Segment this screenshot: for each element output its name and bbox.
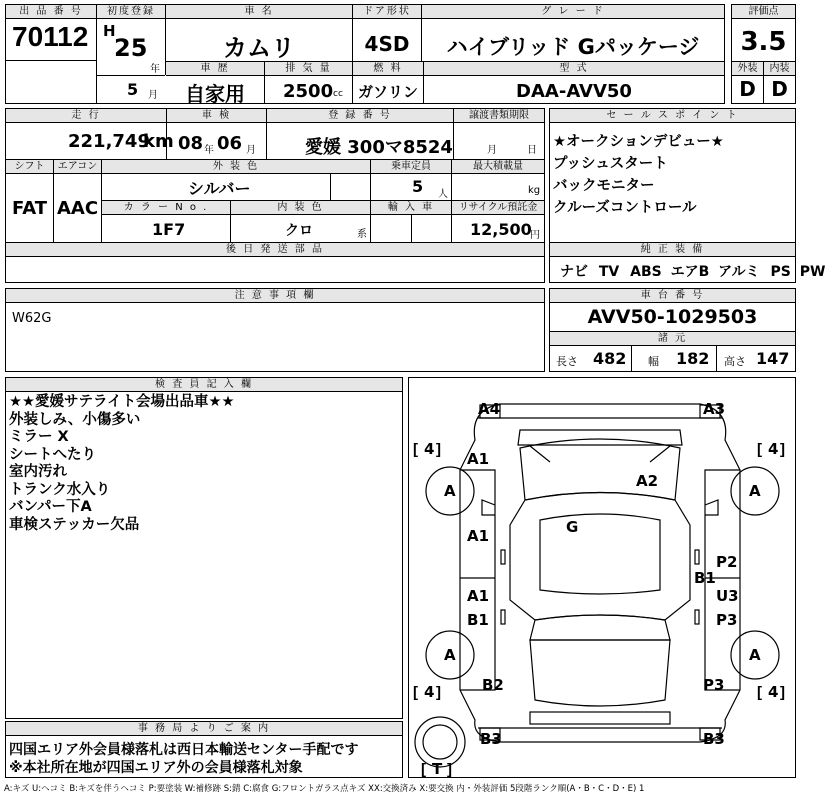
int-grade: D bbox=[771, 77, 788, 101]
remark-line: シートへたり bbox=[9, 446, 96, 463]
width-label: 幅 bbox=[648, 355, 659, 368]
tire-rr-mark: A bbox=[749, 646, 761, 664]
car-diagram bbox=[409, 378, 795, 777]
office-line: 四国エリア外会員様落札は西日本輸送センター手配です bbox=[9, 742, 359, 758]
history-label: 車 歴 bbox=[166, 62, 264, 76]
displacement: 2500 bbox=[283, 81, 334, 102]
mark-a1-mid: A1 bbox=[467, 527, 490, 545]
load-unit: kg bbox=[528, 185, 541, 196]
ac: AAC bbox=[56, 198, 99, 219]
length: 482 bbox=[593, 349, 627, 368]
svg-text:]: ] bbox=[447, 761, 452, 778]
mileage-unit: km bbox=[143, 131, 174, 152]
model-label: 型 式 bbox=[424, 62, 724, 76]
transfer-day-unit: 日 bbox=[527, 145, 537, 156]
int-color: クロ bbox=[285, 223, 313, 239]
mark-b1-left: B1 bbox=[467, 611, 489, 629]
remark-line: ★★愛媛サテライト会場出品車★★ bbox=[9, 394, 235, 410]
mark-p3-mid: P3 bbox=[716, 611, 738, 629]
mark-b3-right: B3 bbox=[703, 730, 725, 748]
capacity-unit: 人 bbox=[438, 189, 448, 200]
door-type: 4SD bbox=[364, 32, 410, 56]
car-name: カムリ bbox=[223, 34, 295, 62]
svg-text:[: [ bbox=[757, 684, 762, 701]
mark-u3: U3 bbox=[716, 587, 739, 605]
tread-rr: 4 bbox=[768, 683, 779, 701]
mileage-label: 走 行 bbox=[6, 109, 166, 123]
mark-p2: P2 bbox=[716, 553, 738, 571]
equipment-item: ナビ bbox=[560, 264, 588, 280]
ext-color: シルバー bbox=[188, 179, 251, 198]
reg-year-unit: 年 bbox=[150, 64, 160, 75]
svg-text:[: [ bbox=[413, 684, 418, 701]
inspection-label: 車 検 bbox=[167, 109, 266, 123]
shift: FAT bbox=[11, 198, 48, 219]
model: DAA-AVV50 bbox=[516, 81, 632, 102]
insp-month-unit: 月 bbox=[246, 145, 256, 156]
mark-a2: A2 bbox=[636, 472, 659, 490]
import-label: 輸 入 車 bbox=[371, 201, 451, 215]
grade: ハイブリッド Gパッケージ bbox=[446, 35, 700, 59]
spare-tire-mark: T bbox=[432, 760, 443, 778]
mark-a1-low: A1 bbox=[467, 587, 490, 605]
svg-text:]: ] bbox=[780, 684, 785, 701]
notes-label: 注 意 事 項 欄 bbox=[6, 289, 544, 303]
tread-fl: 4 bbox=[424, 440, 435, 458]
insp-year-unit: 年 bbox=[204, 145, 214, 156]
car-name-label: 車 名 bbox=[166, 5, 352, 19]
inspector-remarks bbox=[9, 394, 235, 534]
chassis-label: 車 台 番 号 bbox=[550, 289, 795, 303]
equipment-item: TV bbox=[598, 264, 620, 280]
shift-label: シフト bbox=[6, 160, 53, 174]
plate: 愛媛 300マ8524 bbox=[305, 137, 453, 158]
door-label: ドア形状 bbox=[353, 5, 421, 19]
svg-text:[: [ bbox=[757, 441, 762, 458]
remark-line: ミラー X bbox=[9, 429, 69, 445]
plate-label: 登 録 番 号 bbox=[267, 109, 453, 123]
height-label: 高さ bbox=[724, 355, 746, 368]
later-parts-label: 後 日 発 送 部 品 bbox=[6, 243, 544, 257]
equipment-list bbox=[560, 261, 825, 281]
svg-text:[: [ bbox=[421, 761, 426, 778]
capacity-label: 乗車定員 bbox=[371, 160, 451, 174]
mark-a1-top: A1 bbox=[467, 450, 490, 468]
sales-point-item: クルーズコントロール bbox=[553, 200, 697, 216]
equipment-item: PS bbox=[770, 264, 791, 280]
history: 自家用 bbox=[185, 82, 245, 106]
svg-text:[: [ bbox=[413, 441, 418, 458]
office-label: 事 務 局 よ り ご 案 内 bbox=[6, 722, 402, 736]
recycle-label: リサイクル預託金 bbox=[452, 201, 544, 215]
length-label: 長さ bbox=[556, 355, 578, 368]
inspector-label: 検 査 員 記 入 欄 bbox=[6, 378, 402, 392]
chassis-number: AVV50-1029503 bbox=[587, 306, 758, 328]
legend: A:キズ U:ヘコミ B:キズを伴うヘコミ P:要塗装 W:補修跡 S:錆 C:腐食 G:フロントガラス点キズ XX:交換済み X:要交換 内・外装評価 5段階ランク順(A・B・C・D・E) 1 bbox=[4, 784, 645, 794]
svg-text:]: ] bbox=[436, 441, 441, 458]
tire-rl-mark: A bbox=[444, 646, 456, 664]
svg-text:]: ] bbox=[436, 684, 441, 701]
equipment-item: PW bbox=[799, 264, 825, 280]
sales-point-item: プッシュスタート bbox=[553, 156, 668, 172]
sales-points-label: セ ー ル ス ポ イ ン ト bbox=[550, 109, 795, 123]
notes-text: W62G bbox=[12, 311, 52, 326]
int-color-label: 内 装 色 bbox=[231, 201, 370, 215]
recycle: 12,500 bbox=[470, 220, 532, 239]
remark-line: 外装しみ、小傷多い bbox=[9, 411, 141, 428]
mark-a4: A4 bbox=[478, 400, 501, 418]
transfer-label: 譲渡書類期限 bbox=[454, 109, 544, 123]
mark-b1-right: B1 bbox=[694, 569, 716, 587]
lot-number: 70112 bbox=[12, 21, 89, 52]
mark-b2: B2 bbox=[482, 676, 504, 694]
ext-grade: D bbox=[739, 77, 756, 101]
grade-label: グ レ ー ド bbox=[422, 5, 724, 19]
mark-b3-left: B3 bbox=[480, 730, 502, 748]
int-color-unit: 系 bbox=[357, 229, 367, 240]
first-reg-label: 初度登録 bbox=[97, 5, 165, 19]
transfer-month-unit: 月 bbox=[487, 145, 497, 156]
mark-g: G bbox=[566, 518, 579, 536]
tire-fr-mark: A bbox=[749, 482, 761, 500]
mark-a3: A3 bbox=[703, 400, 726, 418]
equipment-item: アルミ bbox=[718, 264, 760, 280]
remark-line: バンパー下A bbox=[9, 499, 92, 515]
ext-color-label: 外 装 色 bbox=[102, 160, 370, 174]
color-no: 1F7 bbox=[152, 220, 186, 239]
color-no-label: カ ラ ー N o . bbox=[102, 201, 230, 215]
recycle-unit: 円 bbox=[530, 230, 540, 241]
remark-line: トランク水入り bbox=[9, 481, 111, 498]
width: 182 bbox=[676, 349, 710, 368]
remark-line: 車検ステッカー欠品 bbox=[9, 516, 140, 533]
era: H bbox=[103, 22, 116, 40]
ac-label: エアコン bbox=[54, 160, 101, 174]
capacity: 5 bbox=[412, 177, 424, 196]
equipment-label: 純 正 装 備 bbox=[550, 243, 795, 257]
sales-point-item: バックモニター bbox=[553, 178, 655, 194]
mileage: 221,749 bbox=[68, 131, 150, 152]
insp-year: 08 bbox=[178, 133, 204, 154]
displacement-unit: cc bbox=[333, 89, 343, 99]
office-line: ※本社所在地が四国エリア外の会員様落札対象 bbox=[9, 760, 303, 776]
dims-label: 諸 元 bbox=[550, 332, 795, 346]
remark-line: 室内汚れ bbox=[9, 464, 67, 480]
insp-month: 06 bbox=[217, 133, 243, 154]
load-label: 最大積載量 bbox=[452, 160, 544, 174]
score: 3.5 bbox=[740, 27, 787, 57]
fuel-label: 燃 料 bbox=[353, 62, 423, 76]
score-label: 評価点 bbox=[732, 5, 795, 19]
tread-rl: 4 bbox=[424, 683, 435, 701]
fuel: ガソリン bbox=[357, 83, 418, 101]
mark-p3-low: P3 bbox=[703, 676, 725, 694]
reg-month-unit: 月 bbox=[148, 90, 158, 101]
int-grade-label: 内装 bbox=[764, 62, 795, 76]
reg-month: 5 bbox=[127, 80, 139, 99]
reg-year: 25 bbox=[114, 34, 148, 62]
height: 147 bbox=[756, 349, 790, 368]
equipment-item: エアB bbox=[670, 264, 710, 280]
tire-fl-mark: A bbox=[444, 482, 456, 500]
tread-fr: 4 bbox=[768, 440, 779, 458]
ext-grade-label: 外装 bbox=[732, 62, 763, 76]
svg-text:]: ] bbox=[780, 441, 785, 458]
lot-label: 出 品 番 号 bbox=[6, 5, 96, 19]
displacement-label: 排 気 量 bbox=[265, 62, 352, 76]
equipment-item: ABS bbox=[630, 264, 662, 280]
sales-point-item: ★オークションデビュー★ bbox=[553, 134, 724, 150]
